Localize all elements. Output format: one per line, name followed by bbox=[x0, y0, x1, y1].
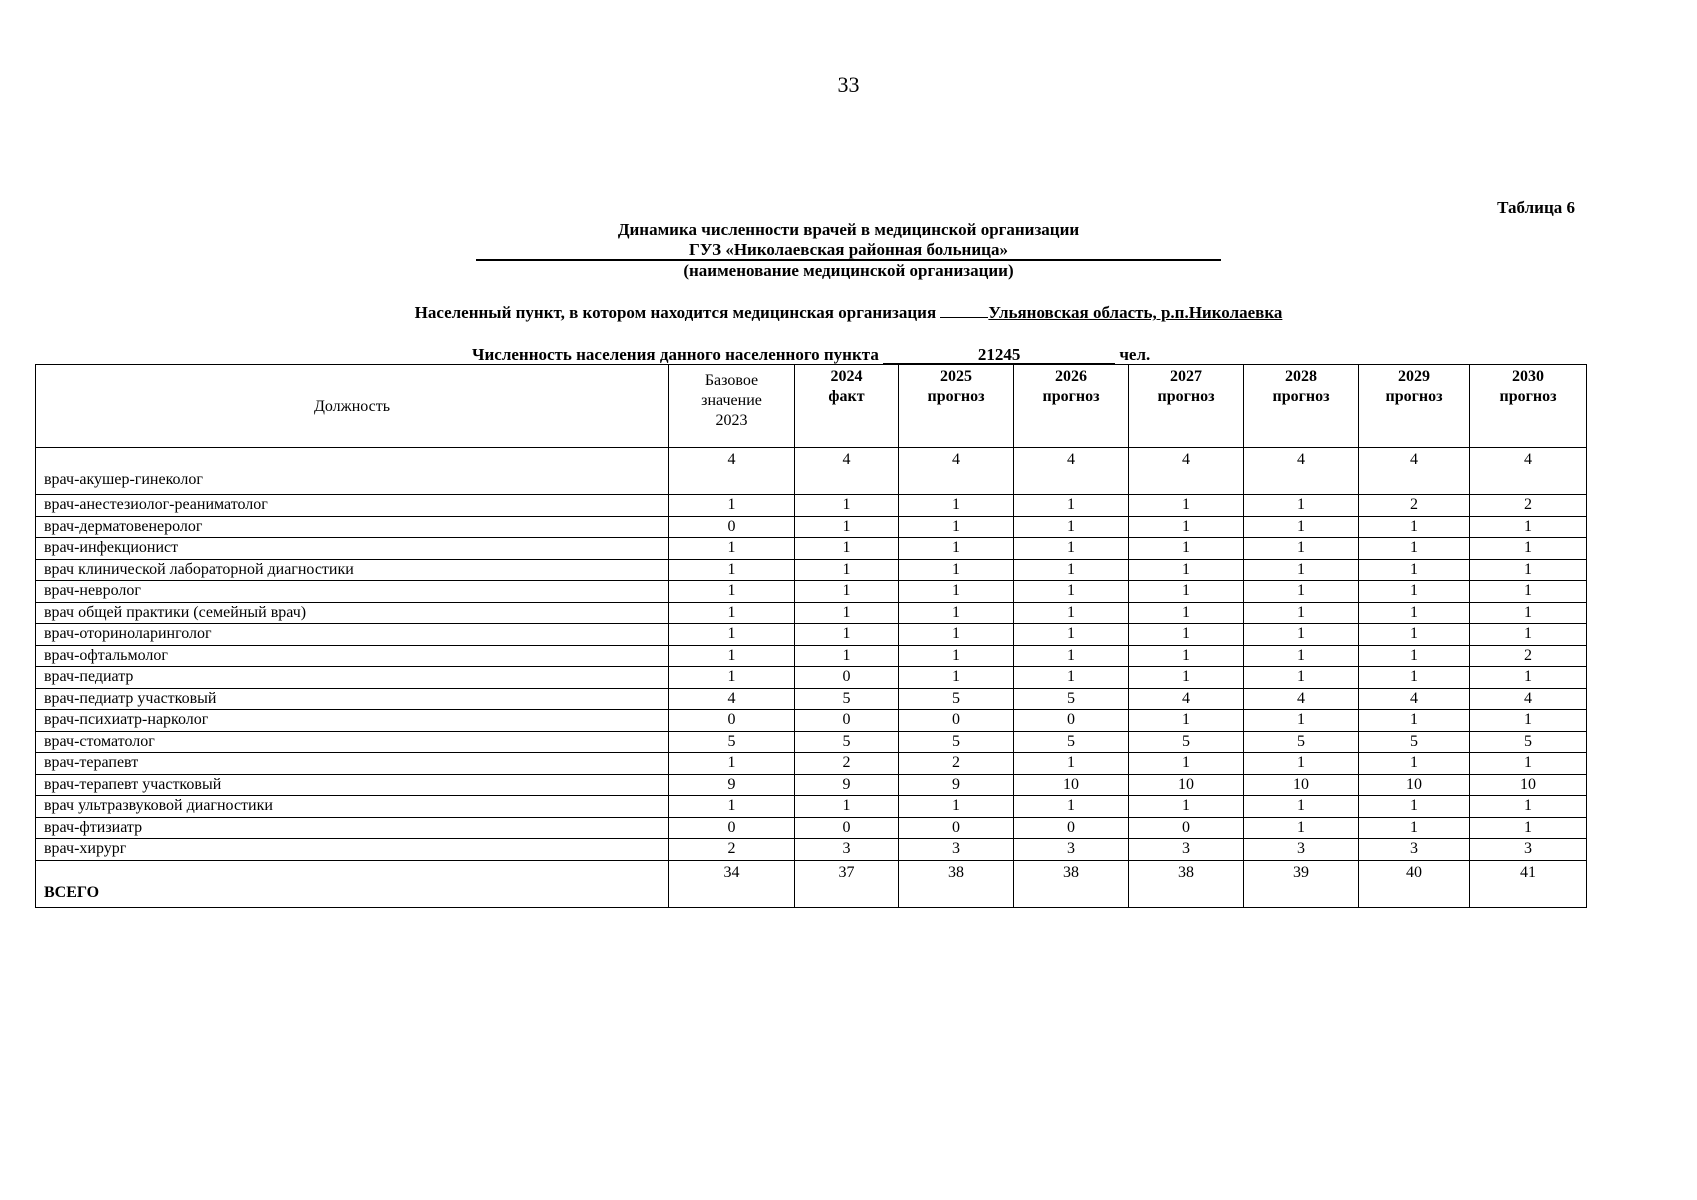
value-cell: 1 bbox=[1129, 645, 1244, 667]
value-cell: 9 bbox=[795, 774, 899, 796]
table-body bbox=[36, 448, 1587, 908]
header-year bbox=[1014, 365, 1129, 448]
value-cell: 5 bbox=[1244, 731, 1359, 753]
doctors-table bbox=[35, 364, 1587, 908]
value-cell: 5 bbox=[899, 688, 1014, 710]
value-cell: 0 bbox=[669, 710, 795, 732]
header-base-line: 2023 bbox=[715, 412, 748, 429]
value-cell: 1 bbox=[1244, 516, 1359, 538]
value-cell: 4 bbox=[899, 448, 1014, 495]
value-cell: 1 bbox=[1014, 753, 1129, 775]
value-cell: 1 bbox=[669, 495, 795, 517]
value-cell: 1 bbox=[1359, 645, 1470, 667]
header-year bbox=[1129, 365, 1244, 448]
header-base-line: значение bbox=[701, 392, 762, 409]
value-cell: 4 bbox=[795, 448, 899, 495]
position-name-cell: врач-дерматовенеролог bbox=[36, 516, 669, 538]
value-cell: 5 bbox=[1359, 731, 1470, 753]
value-cell: 1 bbox=[1129, 667, 1244, 689]
table-row bbox=[36, 624, 1587, 646]
value-cell: 1 bbox=[669, 602, 795, 624]
total-value-cell: 41 bbox=[1470, 860, 1587, 907]
organization-name: ГУЗ «Николаевская районная больница» bbox=[476, 241, 1221, 261]
value-cell: 5 bbox=[1129, 731, 1244, 753]
value-cell: 1 bbox=[1014, 495, 1129, 517]
value-cell: 1 bbox=[899, 495, 1014, 517]
value-cell: 1 bbox=[1359, 581, 1470, 603]
table-row bbox=[36, 559, 1587, 581]
value-cell: 4 bbox=[669, 688, 795, 710]
table-row bbox=[36, 448, 1587, 495]
value-cell: 0 bbox=[1014, 817, 1129, 839]
value-cell: 5 bbox=[1014, 688, 1129, 710]
header-year bbox=[1470, 365, 1587, 448]
header-year-label: 2029 bbox=[1398, 368, 1430, 385]
value-cell: 1 bbox=[1014, 516, 1129, 538]
value-cell: 1 bbox=[899, 645, 1014, 667]
total-value-cell: 38 bbox=[1129, 860, 1244, 907]
value-cell: 1 bbox=[1129, 624, 1244, 646]
value-cell: 4 bbox=[1470, 448, 1587, 495]
value-cell: 1 bbox=[1129, 538, 1244, 560]
value-cell: 1 bbox=[899, 667, 1014, 689]
value-cell: 1 bbox=[1359, 753, 1470, 775]
value-cell: 2 bbox=[1470, 495, 1587, 517]
population-unit: чел. bbox=[1119, 345, 1151, 364]
population-label: Численность населения данного населенного пункта bbox=[472, 345, 879, 364]
header-year-kind: прогноз bbox=[1157, 388, 1215, 405]
value-cell: 1 bbox=[899, 624, 1014, 646]
value-cell: 1 bbox=[1470, 538, 1587, 560]
value-cell: 0 bbox=[1129, 817, 1244, 839]
value-cell: 1 bbox=[1244, 538, 1359, 560]
value-cell: 1 bbox=[795, 602, 899, 624]
page-number: 33 bbox=[837, 72, 860, 97]
header-year bbox=[795, 365, 899, 448]
value-cell: 1 bbox=[1014, 581, 1129, 603]
value-cell: 4 bbox=[1129, 448, 1244, 495]
value-cell: 0 bbox=[899, 710, 1014, 732]
value-cell: 3 bbox=[1359, 839, 1470, 861]
value-cell: 1 bbox=[1014, 602, 1129, 624]
total-label-cell: ВСЕГО bbox=[36, 860, 669, 907]
value-cell: 1 bbox=[669, 559, 795, 581]
table-row bbox=[36, 581, 1587, 603]
value-cell: 0 bbox=[669, 516, 795, 538]
header-base-value bbox=[669, 365, 795, 448]
value-cell: 1 bbox=[1244, 667, 1359, 689]
value-cell: 0 bbox=[899, 817, 1014, 839]
value-cell: 1 bbox=[1129, 796, 1244, 818]
table-row bbox=[36, 774, 1587, 796]
value-cell: 4 bbox=[1244, 688, 1359, 710]
value-cell: 1 bbox=[1244, 796, 1359, 818]
table-row bbox=[36, 495, 1587, 517]
header-year-kind: прогноз bbox=[1042, 388, 1100, 405]
header-year-kind: прогноз bbox=[1272, 388, 1330, 405]
value-cell: 2 bbox=[1470, 645, 1587, 667]
value-cell: 1 bbox=[1014, 796, 1129, 818]
value-cell: 1 bbox=[669, 538, 795, 560]
header-year-kind: прогноз bbox=[1499, 388, 1557, 405]
title-block bbox=[0, 220, 1697, 281]
locality-value: Ульяновская область, р.п.Николаевка bbox=[988, 303, 1283, 322]
value-cell: 1 bbox=[1129, 516, 1244, 538]
table-header-row bbox=[36, 365, 1587, 448]
value-cell: 5 bbox=[669, 731, 795, 753]
locality-line bbox=[0, 303, 1697, 323]
value-cell: 1 bbox=[795, 538, 899, 560]
value-cell: 1 bbox=[899, 538, 1014, 560]
header-year-label: 2028 bbox=[1285, 368, 1317, 385]
value-cell: 4 bbox=[1014, 448, 1129, 495]
value-cell: 0 bbox=[669, 817, 795, 839]
table-row bbox=[36, 667, 1587, 689]
value-cell: 10 bbox=[1470, 774, 1587, 796]
value-cell: 1 bbox=[1470, 667, 1587, 689]
value-cell: 4 bbox=[1359, 448, 1470, 495]
value-cell: 1 bbox=[1129, 559, 1244, 581]
value-cell: 1 bbox=[1244, 624, 1359, 646]
value-cell: 1 bbox=[1470, 710, 1587, 732]
position-name-cell: врач-невролог bbox=[36, 581, 669, 603]
value-cell: 1 bbox=[1359, 624, 1470, 646]
value-cell: 1 bbox=[1470, 516, 1587, 538]
value-cell: 5 bbox=[795, 688, 899, 710]
header-position: Должность bbox=[36, 365, 669, 448]
header-year-label: 2025 bbox=[940, 368, 972, 385]
value-cell: 1 bbox=[669, 667, 795, 689]
table-row bbox=[36, 602, 1587, 624]
population-value: 21245 bbox=[883, 347, 1115, 364]
position-name-cell: врач-терапевт участковый bbox=[36, 774, 669, 796]
total-row bbox=[36, 860, 1587, 907]
total-value-cell: 38 bbox=[899, 860, 1014, 907]
value-cell: 1 bbox=[1129, 602, 1244, 624]
total-value-cell: 37 bbox=[795, 860, 899, 907]
value-cell: 1 bbox=[1129, 753, 1244, 775]
value-cell: 1 bbox=[1014, 624, 1129, 646]
value-cell: 4 bbox=[1359, 688, 1470, 710]
table-row bbox=[36, 839, 1587, 861]
value-cell: 0 bbox=[795, 817, 899, 839]
total-value-cell: 40 bbox=[1359, 860, 1470, 907]
value-cell: 1 bbox=[1470, 817, 1587, 839]
position-name-cell: врач ультразвуковой диагностики bbox=[36, 796, 669, 818]
value-cell: 1 bbox=[669, 624, 795, 646]
value-cell: 1 bbox=[795, 559, 899, 581]
value-cell: 10 bbox=[1129, 774, 1244, 796]
value-cell: 1 bbox=[669, 645, 795, 667]
value-cell: 1 bbox=[1129, 710, 1244, 732]
value-cell: 3 bbox=[1244, 839, 1359, 861]
value-cell: 9 bbox=[669, 774, 795, 796]
value-cell: 1 bbox=[669, 796, 795, 818]
header-year-kind: факт bbox=[828, 388, 865, 405]
total-value-cell: 38 bbox=[1014, 860, 1129, 907]
value-cell: 3 bbox=[899, 839, 1014, 861]
value-cell: 5 bbox=[1470, 731, 1587, 753]
value-cell: 10 bbox=[1014, 774, 1129, 796]
total-value-cell: 39 bbox=[1244, 860, 1359, 907]
value-cell: 1 bbox=[669, 753, 795, 775]
value-cell: 1 bbox=[1244, 645, 1359, 667]
value-cell: 1 bbox=[899, 602, 1014, 624]
locality-label: Населенный пункт, в котором находится медицинская организация bbox=[414, 303, 937, 322]
position-name-cell: врач-хирург bbox=[36, 839, 669, 861]
value-cell: 1 bbox=[1014, 538, 1129, 560]
value-cell: 3 bbox=[795, 839, 899, 861]
header-year-kind: прогноз bbox=[927, 388, 985, 405]
value-cell: 1 bbox=[1014, 645, 1129, 667]
value-cell: 1 bbox=[1244, 559, 1359, 581]
position-name-cell: врач-инфекционист bbox=[36, 538, 669, 560]
value-cell: 1 bbox=[899, 559, 1014, 581]
value-cell: 4 bbox=[669, 448, 795, 495]
value-cell: 1 bbox=[1470, 753, 1587, 775]
value-cell: 0 bbox=[795, 710, 899, 732]
header-base-line: Базовое bbox=[704, 372, 759, 389]
value-cell: 0 bbox=[795, 667, 899, 689]
header-year bbox=[899, 365, 1014, 448]
value-cell: 10 bbox=[1244, 774, 1359, 796]
value-cell: 1 bbox=[795, 581, 899, 603]
table-row bbox=[36, 817, 1587, 839]
value-cell: 2 bbox=[669, 839, 795, 861]
table-row bbox=[36, 688, 1587, 710]
value-cell: 2 bbox=[795, 753, 899, 775]
table-row bbox=[36, 753, 1587, 775]
value-cell: 9 bbox=[899, 774, 1014, 796]
value-cell: 1 bbox=[1359, 559, 1470, 581]
value-cell: 1 bbox=[1470, 796, 1587, 818]
organization-caption: (наименование медицинской организации) bbox=[683, 261, 1014, 280]
value-cell: 1 bbox=[1470, 602, 1587, 624]
header-year-label: 2024 bbox=[830, 368, 863, 385]
value-cell: 5 bbox=[1014, 731, 1129, 753]
value-cell: 10 bbox=[1359, 774, 1470, 796]
value-cell: 3 bbox=[1014, 839, 1129, 861]
position-name-cell: врач-стоматолог bbox=[36, 731, 669, 753]
population-line bbox=[472, 345, 1150, 365]
value-cell: 1 bbox=[1129, 581, 1244, 603]
table-row bbox=[36, 710, 1587, 732]
value-cell: 4 bbox=[1129, 688, 1244, 710]
value-cell: 1 bbox=[795, 796, 899, 818]
value-cell: 2 bbox=[899, 753, 1014, 775]
value-cell: 1 bbox=[795, 624, 899, 646]
locality-blank bbox=[940, 303, 988, 318]
total-value-cell: 34 bbox=[669, 860, 795, 907]
value-cell: 1 bbox=[1014, 559, 1129, 581]
value-cell: 1 bbox=[1470, 559, 1587, 581]
header-year bbox=[1244, 365, 1359, 448]
table-label: Таблица 6 bbox=[1497, 198, 1575, 217]
value-cell: 1 bbox=[1359, 602, 1470, 624]
value-cell: 4 bbox=[1244, 448, 1359, 495]
value-cell: 1 bbox=[1244, 753, 1359, 775]
value-cell: 3 bbox=[1129, 839, 1244, 861]
header-year-label: 2030 bbox=[1512, 368, 1544, 385]
value-cell: 1 bbox=[1244, 710, 1359, 732]
position-name-cell: врач клинической лабораторной диагностики bbox=[36, 559, 669, 581]
header-year-kind: прогноз bbox=[1385, 388, 1443, 405]
value-cell: 5 bbox=[899, 731, 1014, 753]
position-name-cell: врач-офтальмолог bbox=[36, 645, 669, 667]
value-cell: 3 bbox=[1470, 839, 1587, 861]
position-name-cell: врач-анестезиолог-реаниматолог bbox=[36, 495, 669, 517]
position-name-cell: врач общей практики (семейный врач) bbox=[36, 602, 669, 624]
value-cell: 4 bbox=[1470, 688, 1587, 710]
value-cell: 1 bbox=[1244, 581, 1359, 603]
position-name-cell: врач-педиатр bbox=[36, 667, 669, 689]
value-cell: 1 bbox=[1359, 667, 1470, 689]
value-cell: 1 bbox=[1359, 538, 1470, 560]
value-cell: 1 bbox=[795, 495, 899, 517]
value-cell: 1 bbox=[795, 516, 899, 538]
value-cell: 1 bbox=[899, 516, 1014, 538]
value-cell: 1 bbox=[669, 581, 795, 603]
table-row bbox=[36, 796, 1587, 818]
value-cell: 1 bbox=[1244, 817, 1359, 839]
position-name-cell: врач-терапевт bbox=[36, 753, 669, 775]
value-cell: 1 bbox=[1359, 817, 1470, 839]
value-cell: 1 bbox=[899, 581, 1014, 603]
value-cell: 1 bbox=[1470, 624, 1587, 646]
table-row bbox=[36, 538, 1587, 560]
value-cell: 1 bbox=[899, 796, 1014, 818]
value-cell: 1 bbox=[1014, 667, 1129, 689]
value-cell: 1 bbox=[1244, 602, 1359, 624]
table-row bbox=[36, 516, 1587, 538]
position-name-cell: врач-фтизиатр bbox=[36, 817, 669, 839]
table-row bbox=[36, 731, 1587, 753]
document-title: Динамика численности врачей в медицинской организации bbox=[617, 220, 1080, 239]
position-name-cell: врач-оториноларинголог bbox=[36, 624, 669, 646]
value-cell: 1 bbox=[1359, 710, 1470, 732]
header-year-label: 2027 bbox=[1170, 368, 1202, 385]
value-cell: 1 bbox=[1470, 581, 1587, 603]
position-name-cell: врач-психиатр-нарколог bbox=[36, 710, 669, 732]
table-row bbox=[36, 645, 1587, 667]
value-cell: 0 bbox=[1014, 710, 1129, 732]
value-cell: 5 bbox=[795, 731, 899, 753]
value-cell: 2 bbox=[1359, 495, 1470, 517]
header-year bbox=[1359, 365, 1470, 448]
value-cell: 1 bbox=[795, 645, 899, 667]
header-year-label: 2026 bbox=[1055, 368, 1087, 385]
value-cell: 1 bbox=[1359, 516, 1470, 538]
position-name-cell: врач-акушер-гинеколог bbox=[36, 448, 669, 495]
value-cell: 1 bbox=[1129, 495, 1244, 517]
value-cell: 1 bbox=[1244, 495, 1359, 517]
position-name-cell: врач-педиатр участковый bbox=[36, 688, 669, 710]
value-cell: 1 bbox=[1359, 796, 1470, 818]
